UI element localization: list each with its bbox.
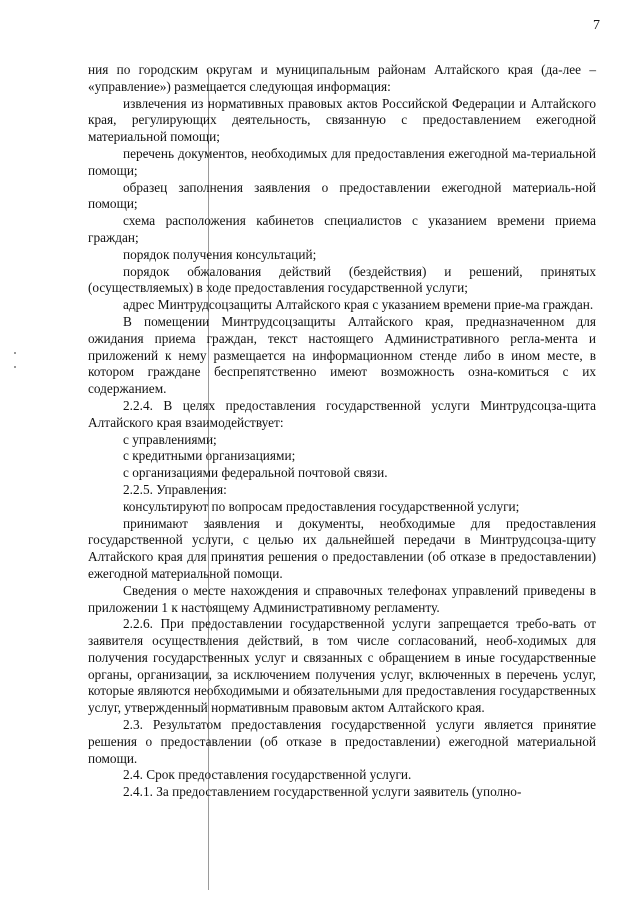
paragraph: адрес Минтрудсоцзащиты Алтайского края с указанием времени прие-ма граждан. bbox=[123, 297, 594, 313]
paragraph: консультируют по вопросам предоставления государственной услуги; bbox=[123, 498, 520, 514]
paragraph: с кредитными организациями; bbox=[123, 448, 296, 464]
scan-speck bbox=[14, 352, 16, 354]
paragraph: перечень документов, необходимых для предоставления ежегодной ма-териальной помощи; bbox=[88, 145, 596, 178]
paragraph: ния по городским округам и муниципальным районам Алтайского края (да-лее – «управление») размещается следующая информация: bbox=[88, 62, 596, 94]
paragraph: Сведения о месте нахождения и справочных телефонах управлений приведены в приложении 1 к настоящему Административному регламенту. bbox=[88, 582, 596, 615]
paragraph: порядок получения консультаций; bbox=[123, 246, 317, 262]
paragraph: с управлениями; bbox=[123, 431, 217, 447]
paragraph: 2.4.1. За предоставлением государственной услуги заявитель (уполно- bbox=[123, 784, 522, 800]
paragraph: извлечения из нормативных правовых актов Российской Федерации и Алтайского края, регулирующих деятельность, связанную с предоставлением ежегодной материальной помощи; bbox=[88, 95, 596, 145]
paragraph: образец заполнения заявления о предоставлении ежегодной материаль-ной помощи; bbox=[88, 179, 596, 212]
paragraph: с организациями федеральной почтовой связи. bbox=[123, 465, 388, 481]
paragraph: 2.4. Срок предоставления государственной услуги. bbox=[123, 767, 412, 783]
paragraph: 2.3. Результатом предоставления государственной услуги является принятие решения о предоставлении (об отказе в предоставлении) ежегодной материальной помощи. bbox=[88, 717, 596, 766]
paragraph: порядок обжалования действий (бездействия) и решений, принятых (осуществляемых) в ходе предоставления государственной услуги; bbox=[88, 263, 596, 296]
paragraph: 2.2.6. При предоставлении государственной услуги запрещается требо-вать от заявителя осуществления действий, в том числе согласований, необ-ходимых для получения государственных услуг и связанных с обращением в иные государственные органы, организации, за исключением получения услуг, включенных в перечень услуг, которые являются необходимыми и обязательными для предоставления государственных услуг, утвержденный нормативным правовым актом Алтайского края. bbox=[88, 616, 596, 716]
scan-speck bbox=[14, 366, 16, 368]
paragraph: В помещении Минтрудсоцзащиты Алтайского края, предназначенном для ожидания приема граждан, текст настоящего Административного регла-мента и приложений к нему размещается на информационном стенде либо в ином месте, в котором граждане беспрепятственно имеют возможность озна-комиться с их содержанием. bbox=[88, 313, 596, 397]
document-body bbox=[88, 62, 596, 801]
paragraph: принимают заявления и документы, необходимые для предоставления государственной услуги, с целью их дальнейшей передачи в Минтрудсоцза-щиту Алтайского края для принятия решения о предоставлении (об отказе в предоставлении) ежегодной материальной помощи. bbox=[88, 515, 596, 581]
paragraph: 2.2.5. Управления: bbox=[123, 481, 227, 497]
page-number: 7 bbox=[593, 18, 600, 33]
paragraph: 2.2.4. В целях предоставления государственной услуги Минтрудсоцза-щита Алтайского края взаимодействует: bbox=[88, 397, 596, 430]
paragraph: схема расположения кабинетов специалистов с указанием времени приема граждан; bbox=[88, 213, 596, 245]
